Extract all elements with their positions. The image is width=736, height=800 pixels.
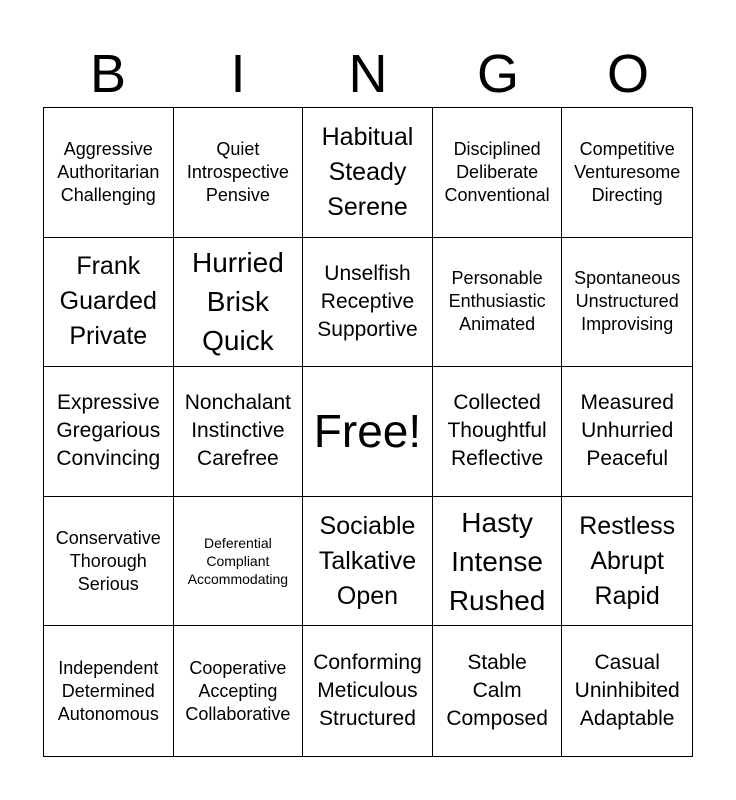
bingo-cell[interactable] <box>303 238 433 368</box>
cell-text: Conforming Meticulous Structured <box>313 651 422 731</box>
bingo-cell[interactable] <box>44 108 174 238</box>
cell-text: Nonchalant Instinctive Carefree <box>184 391 292 471</box>
bingo-cell[interactable] <box>174 497 304 627</box>
cell-text: Independent Determined Autonomous <box>57 657 159 724</box>
bingo-cell[interactable] <box>44 238 174 368</box>
cell-text: Expressive Gregarious Convincing <box>56 391 161 471</box>
cell-text: Unselfish Receptive Supportive <box>317 261 418 341</box>
bingo-cell[interactable] <box>174 367 304 497</box>
cell-text: Disciplined Deliberate Conventional <box>444 138 550 205</box>
cell-text: Cooperative Accepting Collaborative <box>185 657 291 724</box>
bingo-cell[interactable] <box>174 626 304 756</box>
bingo-cell[interactable] <box>433 367 563 497</box>
header-letter-b: B <box>89 44 127 104</box>
header-letter-i: I <box>230 44 246 104</box>
bingo-cell[interactable] <box>303 108 433 238</box>
bingo-cell[interactable] <box>174 108 304 238</box>
header-letter-g: G <box>476 44 519 104</box>
bingo-cell[interactable] <box>562 108 692 238</box>
cell-text: Conservative Thorough Serious <box>55 527 161 594</box>
cell-text: Sociable Talkative Open <box>318 511 417 610</box>
cell-text: Frank Guarded Private <box>59 252 157 351</box>
cell-text: Measured Unhurried Peaceful <box>580 391 674 471</box>
cell-text: Stable Calm Composed <box>446 651 548 731</box>
cell-text: Casual Uninhibited Adaptable <box>574 651 680 731</box>
bingo-cell[interactable] <box>174 238 304 368</box>
free-label: Free! <box>313 405 422 458</box>
bingo-cell[interactable] <box>303 497 433 627</box>
bingo-cell[interactable] <box>562 497 692 627</box>
bingo-header <box>43 40 693 108</box>
cell-text: Aggressive Authoritarian Challenging <box>57 138 160 205</box>
free-cell[interactable] <box>303 367 433 497</box>
bingo-cell[interactable] <box>303 626 433 756</box>
bingo-cell[interactable] <box>433 497 563 627</box>
bingo-cell[interactable] <box>433 108 563 238</box>
cell-text: Spontaneous Unstructured Improvising <box>574 268 681 335</box>
header-letter-o: O <box>606 44 649 104</box>
header-letter-n: N <box>348 44 388 104</box>
cell-text: Personable Enthusiastic Animated <box>448 268 546 335</box>
cell-text: Competitive Venturesome Directing <box>574 138 681 205</box>
cell-text: Hurried Brisk Quick <box>191 247 284 357</box>
bingo-cell[interactable] <box>44 626 174 756</box>
cell-text: Collected Thoughtful Reflective <box>447 391 547 471</box>
bingo-cell[interactable] <box>562 626 692 756</box>
bingo-cell[interactable] <box>562 238 692 368</box>
bingo-cell[interactable] <box>433 238 563 368</box>
cell-text: Hasty Intense Rushed <box>448 506 546 616</box>
bingo-cell[interactable] <box>44 497 174 627</box>
bingo-cell[interactable] <box>562 367 692 497</box>
bingo-cell[interactable] <box>433 626 563 756</box>
bingo-board <box>43 107 693 757</box>
cell-text: Quiet Introspective Pensive <box>186 138 289 205</box>
bingo-cell[interactable] <box>44 367 174 497</box>
cell-text: Habitual Steady Serene <box>321 122 414 221</box>
cell-text: Restless Abrupt Rapid <box>579 511 676 610</box>
cell-text: Deferential Compliant Accommodating <box>187 535 289 588</box>
